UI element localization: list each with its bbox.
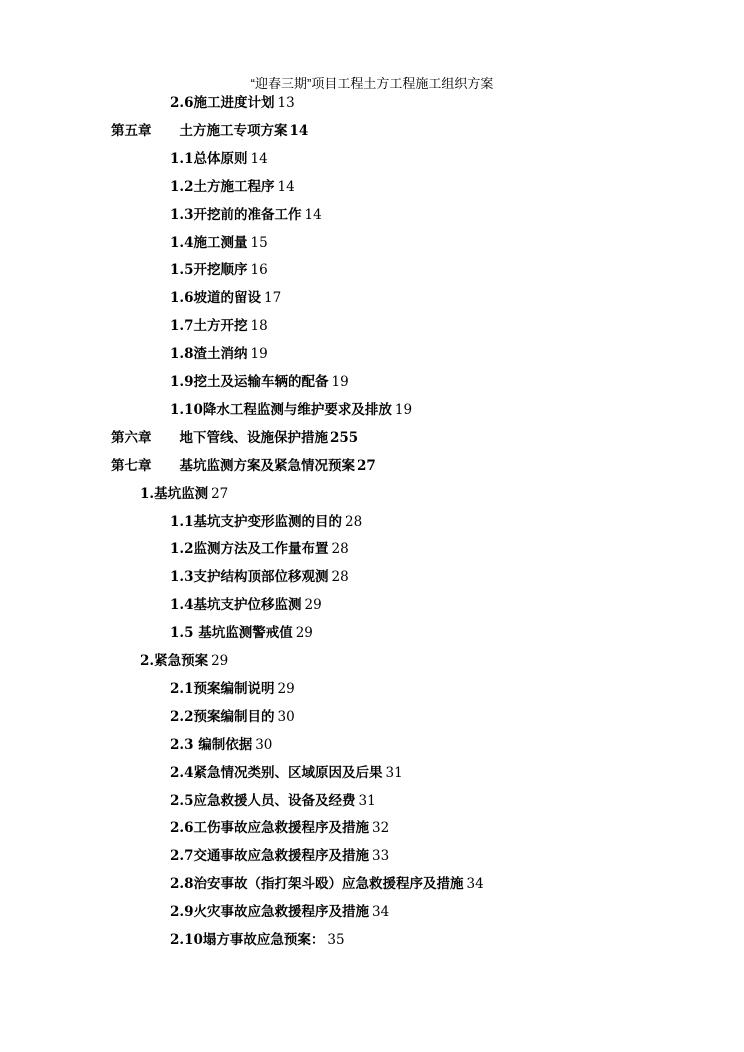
toc-entry-number: 1.1	[170, 150, 194, 167]
toc-entry-title: 支护结构顶部位移观测	[193, 569, 329, 586]
toc-entry-page: 29	[304, 597, 322, 614]
toc-entry[interactable]	[170, 206, 322, 224]
toc-entry-number: 1.5	[170, 262, 194, 279]
toc-entry-number: 2.1	[170, 680, 194, 697]
toc-entry-title: 工伤事故应急救援程序及措施	[193, 820, 369, 837]
toc-entry-number: 1.4	[170, 234, 194, 251]
toc-entry-title: 总体原则	[193, 150, 248, 167]
toc-entry-title: 施工进度计划	[193, 95, 275, 111]
toc-entry-title: 开挖顺序	[193, 262, 248, 279]
toc-entry-title: 地下管线、设施保护措施	[179, 429, 328, 446]
toc-entry[interactable]	[170, 234, 268, 252]
toc-entry-title: 预案编制目的	[193, 708, 275, 725]
toc-entry-number: 2.	[140, 653, 155, 669]
toc-entry-number: 2.3	[170, 736, 194, 753]
toc-entry-number: 第六章	[111, 429, 152, 446]
toc-entry-number: 第七章	[111, 457, 152, 474]
toc-entry-title: 基坑支护变形监测的目的	[193, 513, 342, 530]
toc-entry-number: 1.9	[170, 374, 194, 390]
toc-entry-page: 28	[331, 569, 349, 586]
toc-entry[interactable]	[170, 708, 295, 726]
toc-entry-page: 30	[277, 708, 295, 725]
toc-entry[interactable]	[170, 289, 281, 307]
toc-entry-page: 14	[304, 206, 322, 223]
toc-entry-page: 29	[277, 680, 295, 697]
toc-entry[interactable]	[170, 819, 389, 837]
toc-entry-number: 1.7	[170, 318, 194, 335]
toc-entry[interactable]	[170, 847, 389, 865]
toc-entry[interactable]	[170, 624, 313, 642]
toc-entry-title: 塌方事故应急预案：	[202, 932, 325, 948]
toc-entry-number: 1.4	[170, 597, 194, 614]
toc-entry-title: 基坑监测警戒值	[193, 625, 293, 642]
toc-entry[interactable]	[111, 457, 376, 475]
toc-entry-number: 2.10	[170, 932, 203, 948]
toc-entry-title: 火灾事故应急救援程序及措施	[193, 904, 369, 921]
toc-entry-title: 预案编制说明	[193, 680, 275, 697]
toc-entry[interactable]	[170, 317, 268, 335]
toc-entry[interactable]	[170, 568, 349, 586]
toc-entry-page: 14	[277, 178, 295, 195]
toc-entry-title: 监测方法及工作量布置	[193, 541, 329, 558]
toc-entry-page: 32	[372, 820, 390, 837]
toc-entry[interactable]	[170, 178, 295, 196]
toc-entry-title: 基坑支护位移监测	[193, 597, 302, 614]
toc-entry-number: 2.5	[170, 792, 194, 809]
toc-entry-title: 紧急情况类别、区域原因及后果	[193, 764, 383, 781]
toc-entry-page: 27	[357, 457, 376, 474]
toc-entry-number: 1.3	[170, 206, 194, 223]
toc-entry[interactable]	[170, 875, 484, 893]
toc-entry-title: 应急救援人员、设备及经费	[193, 792, 356, 809]
toc-entry-page: 28	[331, 541, 349, 558]
toc-entry-number: 2.8	[170, 876, 194, 893]
toc-entry[interactable]	[140, 652, 228, 670]
toc-entry-title: 降水工程监测与维护要求及排放	[202, 401, 392, 418]
toc-entry-title: 土方施工专项方案	[179, 122, 288, 139]
toc-entry-number: 1.2	[170, 541, 194, 558]
toc-entry[interactable]	[170, 513, 362, 531]
toc-entry-page: 35	[327, 932, 345, 948]
toc-entry-number: 1.2	[170, 178, 194, 195]
toc-entry-number: 1.	[140, 485, 155, 502]
toc-entry-page: 16	[250, 262, 268, 279]
toc-entry-title: 基坑监测	[154, 485, 209, 502]
toc-entry[interactable]	[170, 373, 349, 391]
toc-entry[interactable]	[170, 903, 389, 921]
toc-entry-title: 紧急预案	[154, 653, 209, 669]
toc-entry-title: 渣土消纳	[193, 346, 248, 363]
toc-entry-page: 19	[394, 401, 413, 418]
toc-entry[interactable]	[170, 401, 412, 419]
toc-entry-title: 交通事故应急救援程序及措施	[193, 848, 369, 865]
toc-entry[interactable]	[111, 122, 308, 140]
toc-entry-title: 坡道的留设	[193, 290, 261, 307]
toc-entry-title: 开挖前的准备工作	[193, 206, 302, 223]
toc-entry-page: 17	[264, 290, 282, 307]
toc-entry-title: 基坑监测方案及紧急情况预案	[179, 457, 355, 474]
toc-entry[interactable]	[170, 345, 268, 363]
toc-entry[interactable]	[140, 485, 228, 503]
toc-entry-title: 土方开挖	[193, 318, 248, 335]
toc-entry-page: 14	[250, 150, 268, 167]
toc-entry-page: 19	[250, 346, 268, 363]
toc-entry-number: 2.6	[170, 820, 194, 837]
toc-entry-page: 19	[331, 374, 349, 390]
toc-entry[interactable]	[170, 540, 349, 558]
toc-entry-page: 255	[330, 429, 359, 446]
toc-entry-title: 编制依据	[193, 736, 253, 753]
toc-entry[interactable]	[170, 736, 272, 754]
toc-entry-number: 1.1	[170, 513, 194, 530]
toc-entry-page: 33	[372, 848, 390, 865]
toc-entry-number: 1.10	[170, 401, 203, 418]
toc-entry-number: 1.3	[170, 569, 194, 586]
toc-entry-page: 15	[250, 234, 268, 251]
toc-entry[interactable]	[111, 429, 358, 447]
page-header: “迎春三期”项目工程土方工程施工组织方案	[250, 76, 494, 91]
toc-entry[interactable]	[170, 764, 403, 782]
toc-entry-number: 1.5	[170, 625, 194, 642]
toc-entry-page: 28	[345, 513, 363, 530]
toc-entry-page: 34	[372, 904, 390, 921]
toc-entry-page: 29	[211, 653, 229, 669]
toc-entry[interactable]	[170, 792, 376, 810]
toc-entry-page: 31	[358, 792, 376, 809]
toc-entry-page: 18	[250, 318, 268, 335]
toc-entry-page: 31	[385, 764, 403, 781]
toc-entry-number: 2.6	[170, 95, 194, 111]
toc-entry[interactable]	[170, 261, 268, 279]
toc-entry-title: 施工测量	[193, 234, 248, 251]
toc-entry-number: 1.6	[170, 290, 194, 307]
toc-entry-page: 27	[211, 485, 229, 502]
toc-entry[interactable]	[170, 931, 345, 949]
toc-entry-title: 挖土及运输车辆的配备	[193, 374, 329, 390]
toc-entry[interactable]	[170, 680, 295, 698]
toc-entry[interactable]	[170, 94, 295, 112]
toc-entry-page: 13	[277, 95, 295, 111]
toc-entry-number: 第五章	[111, 122, 152, 139]
toc-entry-number: 2.4	[170, 764, 194, 781]
toc-entry-page: 34	[466, 876, 484, 893]
toc-entry-page: 30	[255, 736, 273, 753]
toc-entry-page: 29	[295, 625, 313, 642]
toc-entry-title: 治安事故（指打架斗殴）应急救援程序及措施	[193, 876, 464, 893]
toc-entry-number: 2.2	[170, 708, 194, 725]
toc-entry-title: 土方施工程序	[193, 178, 275, 195]
toc-entry-number: 2.9	[170, 904, 194, 921]
toc-entry-page: 14	[289, 122, 309, 139]
toc-entry[interactable]	[170, 150, 268, 168]
toc-entry-number: 2.7	[170, 848, 194, 865]
toc-entry[interactable]	[170, 596, 322, 614]
toc-entry-number: 1.8	[170, 346, 194, 363]
